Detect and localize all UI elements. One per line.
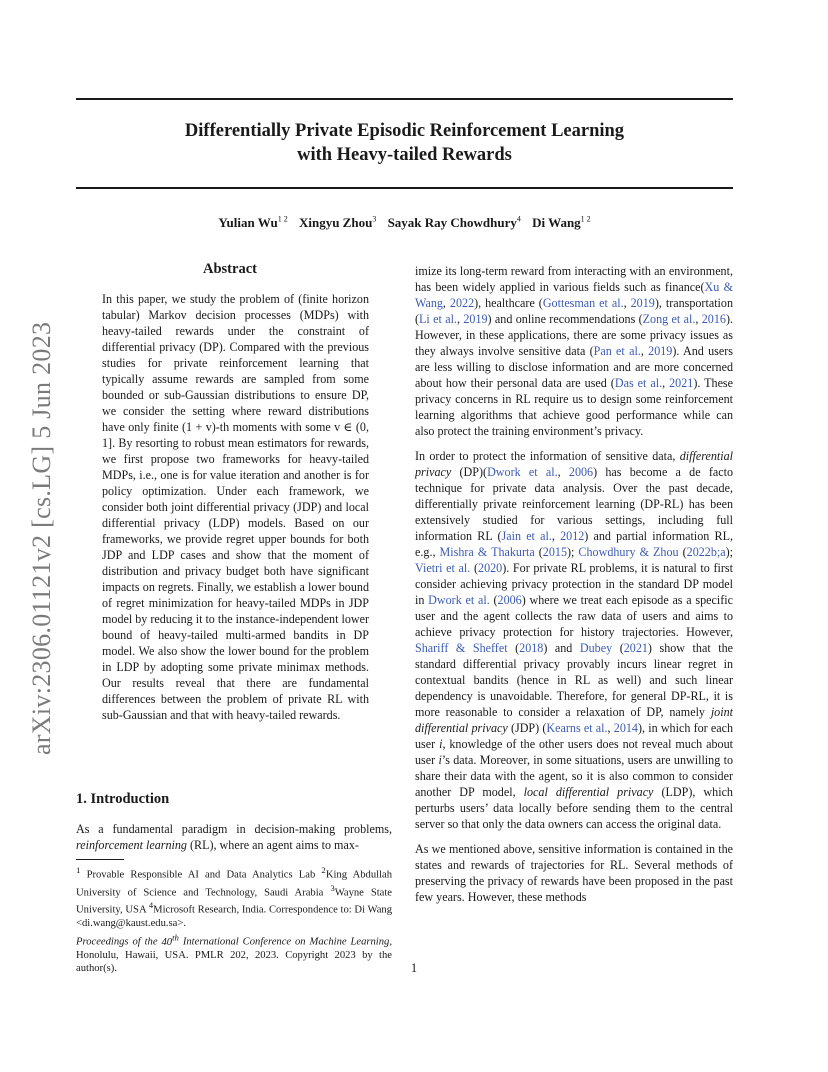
author-list xyxy=(76,215,733,231)
citation-link[interactable]: 2012 xyxy=(560,529,585,543)
citation-link[interactable]: 2022b;a xyxy=(686,545,726,559)
citation-link[interactable]: 2016 xyxy=(701,312,726,326)
citation-link[interactable]: Dubey xyxy=(579,641,613,655)
page-number: 1 xyxy=(410,961,418,975)
citation-link[interactable]: Pan et al. xyxy=(593,344,641,358)
intro-paragraph: As a fundamental paradigm in decision-making problems, reinforcement learning (RL), where an agent aims to max- xyxy=(76,822,392,852)
top-rule xyxy=(76,98,733,100)
right-paragraph-3: As we mentioned above, sensitive information is contained in the states and rewards of trajectories for RL. Several methods of preserving the privacy of rewards have been proposed in the past few years. However, these methods xyxy=(415,842,733,904)
citation-link[interactable]: Zong et al. xyxy=(642,312,696,326)
citation-link[interactable]: Gottesman et al. xyxy=(542,296,624,310)
citation-link[interactable]: 2022 xyxy=(449,296,475,310)
citation-link[interactable]: 2021 xyxy=(669,376,694,390)
emphasis-text: differential privacy xyxy=(415,449,733,479)
citation-link[interactable]: Xu & Wang xyxy=(415,280,733,310)
emphasis-text: i xyxy=(438,753,442,767)
right-paragraph-1: imize its long-term reward from interacting with an environment, has been widely applied in various fields such as finance(Xu & Wang, 2022), healthcare (Gottesman et al., 2019), transportation (Li et al., 2019) and online recommendations (Zong et al., 2016). However, in these applications, there are some privacy issues as they always involve sensitive data (Pan et al., 2019). And users are less willing to disclose information and are more concerned about how their personal data are used (Das et al., 2021). These privacy concerns in RL require us to design some reinforcement learning algorithms that achieve good performance while can also protect the training environment’s privacy. xyxy=(415,264,734,438)
section-heading-introduction: 1. Introduction xyxy=(76,791,170,807)
citation-link[interactable]: Dwork et al. xyxy=(487,465,558,479)
citation-link[interactable]: Jain et al. xyxy=(501,529,552,543)
citation-link[interactable]: 2021 xyxy=(623,641,648,655)
footnote-rule xyxy=(76,859,124,860)
citation-link[interactable]: 2006 xyxy=(497,593,522,607)
bottom-rule xyxy=(76,187,733,189)
proceedings-note: Proceedings of the 40th International Conference on Machine Learning, Honolulu, Hawaii, USA. PMLR 202, 2023. Copyright 2023 by the author(s). xyxy=(76,932,392,974)
paper-title xyxy=(76,119,733,167)
author: Di Wang$^{1 2}$ xyxy=(532,215,591,231)
title-line-2: with Heavy-tailed Rewards xyxy=(297,145,512,165)
author: Sayak Ray Chowdhury$^4$ xyxy=(387,215,521,231)
citation-link[interactable]: Dwork et al. xyxy=(428,593,490,607)
citation-link[interactable]: 2006 xyxy=(568,465,594,479)
arxiv-side-stamp[interactable]: arXiv:2306.01121v2 [cs.LG] 5 Jun 2023 xyxy=(27,321,56,755)
citation-link[interactable]: Das et al. xyxy=(614,376,663,390)
citation-link[interactable]: 2014 xyxy=(613,721,638,735)
right-paragraph-2: In order to protect the information of sensitive data, differential privacy (DP)(Dwork et al., 2006) has become a de facto technique for private data analysis. Over the past decade, differentially private reinforcement learning (DP-RL) has been extensively studied for various settings, including full information RL (Jain et al., 2012) and partial information RL, e.g., Mishra & Thakurta (2015); Chowdhury & Zhou (2022b;a); Vietri et al. (2020). For private RL problems, it is natural to first consider achieving privacy protection in the standard DP model in Dwork et al. (2006) where we treat each episode as a specific user and the agent collects the raw data of users and aims to achieve privacy protection for history trajectories. However, Shariff & Sheffet (2018) and Dubey (2021) show that the standard differential privacy provably incurs linear regret in contextual bandits (hence in RL as well) and such linear dependency is unavoidable. Therefore, for general DP-RL, it is more reasonable to consider a relaxation of DP, namely joint differential privacy (JDP) (Kearns et al., 2014), in which for each user i, knowledge of the other users does not reveal much about user i’s data. Moreover, in some situations, users are unwilling to share their data with the agent, so it is also common to consider another DP model, local differential privacy (LDP), which perturbs users’ data locally before sending them to the central server so that only the data owners can access the original data. xyxy=(415,449,734,831)
affiliations-footnote: $^1$ Provable Responsible AI and Data Analytics Lab $^2$King Abdullah University of Science and Technology, Saudi Arabia $^3$Wayne State University, USA $^4$Microsoft Research, India. Correspondence to: Di Wang <di.wang@kaust.edu.sa>. xyxy=(76,865,392,929)
right-column xyxy=(415,263,733,905)
citation-link[interactable]: Vietri et al. xyxy=(415,561,471,575)
citation-link[interactable]: 2019 xyxy=(630,296,655,310)
title-line-1: Differentially Private Episodic Reinforcement Learning xyxy=(184,121,625,141)
author: Xingyu Zhou$^3$ xyxy=(298,215,377,231)
abstract-heading: Abstract xyxy=(203,261,257,277)
abstract-text: In this paper, we study the problem of (finite horizon tabular) Markov decision processes (MDPs) with heavy-tailed rewards under the constraint of differential privacy (DP). Compared with the previous studies for private reinforcement learning that typically assume rewards are sampled from some bounded or sub-Gaussian distributions to ensure DP, we consider the setting where reward distributions have only finite (1 + v)-th moments with some v ∈ (0, 1]. By resorting to robust mean estimators for rewards, we first propose two frameworks for heavy-tailed MDPs, i.e., one is for value iteration and another is for policy optimization. Under each framework, we consider both joint differential privacy (JDP) and local differential privacy (LDP) models. Based on our frameworks, we provide regret upper bounds for both JDP and LDP cases and show that the moment of distribution and privacy budget both have significant impacts on regrets. Finally, we establish a lower bound of regret minimization for heavy-tailed MDPs in JDP model by reducing it to the instance-independent lower bound of heavy-tailed multi-armed bandits in DP model. We also show the lower bound for the problem in LDP by adopting some private minimax methods. Our results reveal that there are fundamental differences between the problem of private RL with sub-Gaussian and that with heavy-tailed rewards. xyxy=(102,292,369,722)
emphasis-text: joint differential privacy xyxy=(415,705,733,735)
citation-link[interactable]: Mishra & Thakurta xyxy=(439,545,535,559)
emphasis-text: local differential privacy xyxy=(523,785,654,799)
citation-link[interactable]: Chowdhury & Zhou xyxy=(578,545,679,559)
citation-link[interactable]: Shariff & Sheffet xyxy=(415,641,508,655)
citation-link[interactable]: Kearns et al. xyxy=(546,721,608,735)
citation-link[interactable]: 2015 xyxy=(542,545,567,559)
emphasis-text: i xyxy=(439,737,443,751)
citation-link[interactable]: 2019 xyxy=(463,312,488,326)
citation-link[interactable]: 2020 xyxy=(478,561,503,575)
citation-link[interactable]: 2019 xyxy=(648,344,673,358)
citation-link[interactable]: 2018 xyxy=(519,641,544,655)
author: Yulian $Wu^{1 2}$ xyxy=(218,215,288,231)
citation-link[interactable]: Li et al. xyxy=(419,312,457,326)
